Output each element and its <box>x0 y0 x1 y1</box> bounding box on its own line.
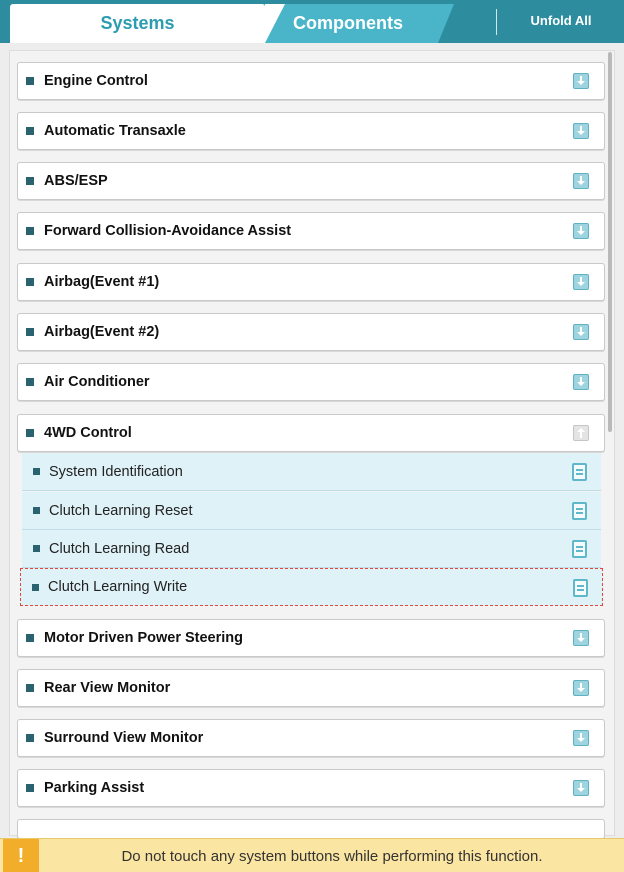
submenu-label: Clutch Learning Write <box>48 579 188 595</box>
system-item-forward-collision[interactable] <box>17 212 605 250</box>
bullet <box>32 584 39 591</box>
system-label: Motor Driven Power Steering <box>44 630 244 646</box>
download-icon[interactable] <box>573 223 589 239</box>
download-icon[interactable] <box>573 73 589 89</box>
bullet <box>33 507 40 514</box>
bullet <box>26 784 34 792</box>
document-icon[interactable] <box>572 540 587 558</box>
system-item-airbag-event-2[interactable] <box>17 313 605 351</box>
bullet <box>26 227 34 235</box>
submenu-item-clutch-learning-read[interactable] <box>22 530 601 568</box>
bullet <box>26 127 34 135</box>
system-item-parking-assist[interactable] <box>17 769 605 807</box>
system-item-rear-view-monitor[interactable] <box>17 669 605 707</box>
bullet <box>26 77 34 85</box>
bullet <box>33 468 40 475</box>
system-label: Surround View Monitor <box>44 730 204 746</box>
system-label: Airbag(Event #2) <box>44 324 160 340</box>
bullet <box>26 634 34 642</box>
submenu-label: Clutch Learning Reset <box>49 502 193 519</box>
bullet <box>26 328 34 336</box>
download-icon[interactable] <box>573 730 589 746</box>
download-icon[interactable] <box>573 680 589 696</box>
bullet <box>26 378 34 386</box>
system-item-4wd-control[interactable] <box>17 414 605 452</box>
document-icon[interactable] <box>573 579 588 597</box>
bullet <box>26 177 34 185</box>
download-icon[interactable] <box>573 324 589 340</box>
document-icon[interactable] <box>572 463 587 481</box>
bullet <box>26 278 34 286</box>
unfold-all-button[interactable]: Unfold All <box>530 12 592 28</box>
warning-bar <box>0 838 624 872</box>
system-label: ABS/ESP <box>44 173 108 189</box>
header-bar <box>0 0 624 43</box>
document-icon[interactable] <box>572 502 587 520</box>
system-label: Engine Control <box>44 73 148 89</box>
download-icon[interactable] <box>573 274 589 290</box>
system-item-automatic-transaxle[interactable] <box>17 112 605 150</box>
system-label: 4WD Control <box>44 425 132 441</box>
tab-components[interactable]: Components <box>258 4 438 43</box>
warning-icon: ! <box>3 839 39 872</box>
system-label: Air Conditioner <box>44 374 150 390</box>
download-icon[interactable] <box>573 374 589 390</box>
warning-text: Do not touch any system buttons while performing this function. <box>121 847 543 865</box>
bullet <box>26 734 34 742</box>
header-divider <box>496 9 497 35</box>
bullet <box>26 429 34 437</box>
submenu-item-system-identification[interactable] <box>22 453 601 491</box>
submenu-label: System Identification <box>49 463 183 480</box>
system-item-motor-driven-power-steering[interactable] <box>17 619 605 657</box>
system-item-abs-esp[interactable] <box>17 162 605 200</box>
download-icon[interactable] <box>573 123 589 139</box>
submenu-item-clutch-learning-reset[interactable] <box>22 492 601 530</box>
system-item-engine-control[interactable] <box>17 62 605 100</box>
download-icon[interactable] <box>573 173 589 189</box>
system-label: Airbag(Event #1) <box>44 274 160 290</box>
system-label: Rear View Monitor <box>44 680 171 696</box>
scrollbar[interactable] <box>608 52 612 432</box>
bullet <box>26 684 34 692</box>
system-item-airbag-event-1[interactable] <box>17 263 605 301</box>
system-item-partial[interactable] <box>17 819 605 839</box>
system-item-air-conditioner[interactable] <box>17 363 605 401</box>
system-label: Forward Collision-Avoidance Assist <box>44 223 292 239</box>
bullet <box>33 545 40 552</box>
system-label: Parking Assist <box>44 780 145 796</box>
submenu-item-clutch-learning-write[interactable] <box>20 568 603 606</box>
upload-icon[interactable] <box>573 425 589 441</box>
download-icon[interactable] <box>573 780 589 796</box>
tab-systems[interactable]: Systems <box>10 4 265 43</box>
submenu-label: Clutch Learning Read <box>49 540 190 557</box>
system-label: Automatic Transaxle <box>44 123 186 139</box>
download-icon[interactable] <box>573 630 589 646</box>
system-item-surround-view-monitor[interactable] <box>17 719 605 757</box>
